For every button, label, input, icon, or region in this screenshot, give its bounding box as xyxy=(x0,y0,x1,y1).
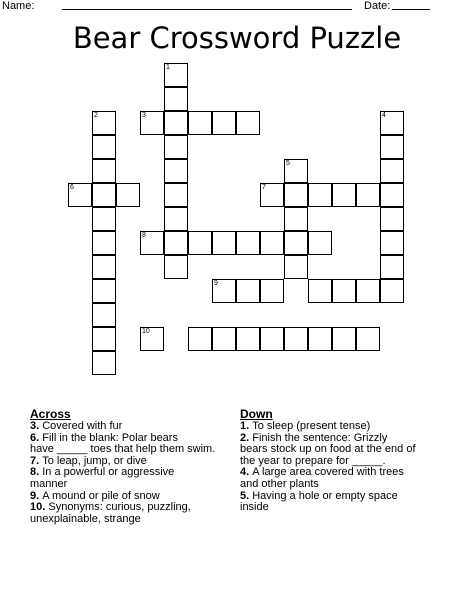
crossword-cell[interactable] xyxy=(284,183,308,207)
clue-num: 6. xyxy=(30,431,43,444)
date-label: Date: xyxy=(364,0,391,12)
crossword-cell[interactable] xyxy=(140,111,164,135)
crossword-cell[interactable] xyxy=(236,231,260,255)
clue-num: 2. xyxy=(240,431,253,444)
clue-number: 4 xyxy=(382,112,386,119)
crossword-cell[interactable] xyxy=(260,231,284,255)
crossword-cell[interactable] xyxy=(212,327,236,351)
crossword-cell[interactable] xyxy=(380,111,404,135)
crossword-cell[interactable] xyxy=(332,327,356,351)
crossword-cell[interactable] xyxy=(308,231,332,255)
crossword-cell[interactable] xyxy=(284,207,308,231)
crossword-cell[interactable] xyxy=(308,327,332,351)
crossword-cell[interactable] xyxy=(116,183,140,207)
crossword-cell[interactable] xyxy=(92,255,116,279)
crossword-cell[interactable] xyxy=(236,279,260,303)
crossword-cell[interactable] xyxy=(164,63,188,87)
clue-number: 3 xyxy=(142,112,146,119)
crossword-cell[interactable] xyxy=(140,231,164,255)
clue-num: 3. xyxy=(30,420,43,432)
crossword-cell[interactable] xyxy=(92,327,116,351)
crossword-cell[interactable] xyxy=(236,111,260,135)
across-clue: 7. To leap, jump, or dive xyxy=(30,454,147,467)
crossword-cell[interactable] xyxy=(284,327,308,351)
crossword-cell[interactable] xyxy=(92,303,116,327)
crossword-cell[interactable] xyxy=(380,183,404,207)
crossword-cell[interactable] xyxy=(188,327,212,351)
crossword-cell[interactable] xyxy=(380,207,404,231)
crossword-cell[interactable] xyxy=(164,111,188,135)
crossword-cell[interactable] xyxy=(92,135,116,159)
crossword-cell[interactable] xyxy=(260,279,284,303)
crossword-cell[interactable] xyxy=(356,279,380,303)
crossword-cell[interactable] xyxy=(380,159,404,183)
clue-num: 5. xyxy=(240,489,253,502)
crossword-cell[interactable] xyxy=(212,111,236,135)
crossword-cell[interactable] xyxy=(92,207,116,231)
across-clue-list xyxy=(30,421,235,525)
crossword-cell[interactable] xyxy=(308,279,332,303)
across-clue: 3. Covered with fur xyxy=(30,420,123,432)
crossword-cell[interactable] xyxy=(164,87,188,111)
clue-num: 1. xyxy=(240,420,253,432)
clue-number: 8 xyxy=(142,232,146,239)
crossword-cell[interactable] xyxy=(164,207,188,231)
page-title: Bear Crossword Puzzle xyxy=(72,21,402,55)
crossword-cell[interactable] xyxy=(92,279,116,303)
crossword-cell[interactable] xyxy=(188,231,212,255)
clue-number: 9 xyxy=(214,280,218,287)
crossword-cell[interactable] xyxy=(308,183,332,207)
across-clue: 10. Synonyms: curious, puzzling, unexplainable, strange xyxy=(30,501,191,525)
clue-number: 10 xyxy=(142,328,150,335)
crossword-cell[interactable] xyxy=(236,327,260,351)
crossword-cell[interactable] xyxy=(356,183,380,207)
crossword-cell[interactable] xyxy=(380,135,404,159)
crossword-cell[interactable] xyxy=(284,159,308,183)
crossword-cell[interactable] xyxy=(164,135,188,159)
crossword-cell[interactable] xyxy=(140,327,164,351)
crossword-cell[interactable] xyxy=(212,231,236,255)
clue-number: 7 xyxy=(262,184,266,191)
clue-num: 9. xyxy=(30,489,43,502)
crossword-cell[interactable] xyxy=(164,159,188,183)
crossword-cell[interactable] xyxy=(284,231,308,255)
down-clue: 5. Having a hole or empty space inside xyxy=(240,489,398,514)
down-clue-list xyxy=(240,421,472,514)
across-clue: 8. In a powerful or aggressive manner xyxy=(30,466,175,490)
crossword-cell[interactable] xyxy=(260,183,284,207)
clue-number: 2 xyxy=(94,112,98,119)
clue-number: 6 xyxy=(70,184,74,191)
crossword-cell[interactable] xyxy=(380,231,404,255)
crossword-cell[interactable] xyxy=(212,279,236,303)
crossword-cell[interactable] xyxy=(332,183,356,207)
crossword-cell[interactable] xyxy=(92,159,116,183)
crossword-cell[interactable] xyxy=(92,111,116,135)
crossword-cell[interactable] xyxy=(164,231,188,255)
crossword-cell[interactable] xyxy=(284,255,308,279)
down-clue: 4. A large area covered with trees and other plants xyxy=(240,466,404,490)
down-heading: Down xyxy=(240,407,273,421)
down-clue: 1. To sleep (present tense) xyxy=(240,420,371,432)
crossword-cell[interactable] xyxy=(332,279,356,303)
crossword-cell[interactable] xyxy=(68,183,92,207)
crossword-cell[interactable] xyxy=(356,327,380,351)
clue-num: 8. xyxy=(30,466,43,479)
crossword-cell[interactable] xyxy=(164,183,188,207)
across-heading: Across xyxy=(30,407,71,421)
name-label: Name: xyxy=(2,0,35,12)
crossword-cell[interactable] xyxy=(92,231,116,255)
crossword-cell[interactable] xyxy=(380,279,404,303)
crossword-cell[interactable] xyxy=(380,255,404,279)
clue-num: 7. xyxy=(30,454,43,467)
clue-number: 5 xyxy=(286,160,290,167)
crossword-cell[interactable] xyxy=(260,327,284,351)
clue-number: 1 xyxy=(166,64,170,71)
down-clue: 2. Finish the sentence: Grizzly bears stock up on food at the end of the year to prepare for _____. xyxy=(240,431,416,467)
crossword-cell[interactable] xyxy=(92,351,116,375)
across-clue: 9. A mound or pile of snow xyxy=(30,489,160,502)
crossword-cell[interactable] xyxy=(92,183,116,207)
clue-num: 4. xyxy=(240,466,253,479)
clue-num: 10. xyxy=(30,501,49,514)
across-clue: 6. Fill in the blank: Polar bears have _____ toes that help them swim. xyxy=(30,431,216,456)
crossword-cell[interactable] xyxy=(164,255,188,279)
crossword-cell[interactable] xyxy=(188,111,212,135)
